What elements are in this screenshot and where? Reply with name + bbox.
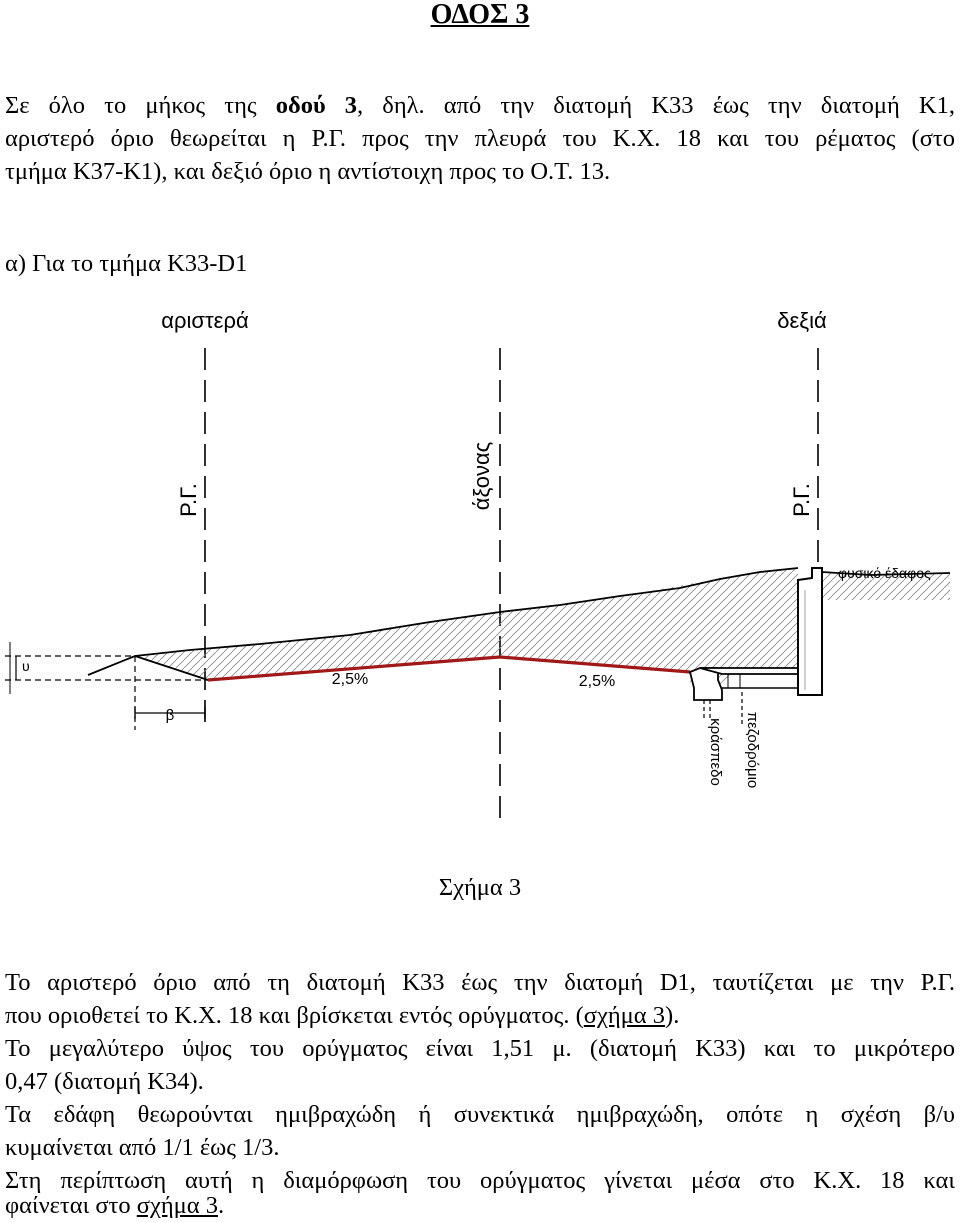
body-line-4: 0,47 (διατομή Κ34). — [5, 1068, 204, 1095]
label-pezodromio: πεζοδρόμιο — [744, 711, 761, 789]
body-line-7: Στη περίπτωση αυτή η διαμόρφωση του ορύγματος γίνεται μέσα στο Κ.Χ. 18 και — [5, 1167, 955, 1194]
label-b: β — [165, 707, 175, 724]
body-line-6: κυμαίνεται από 1/1 έως 1/3. — [5, 1134, 280, 1161]
page-title: ΟΔΟΣ 3 — [430, 0, 530, 30]
body-line-3: Το μεγαλύτερο ύψος του ορύγματος είναι 1,51 μ. (διατομή Κ33) και το μικρότερο — [5, 1035, 955, 1062]
body-line-1: Το αριστερό όριο από τη διατομή Κ33 έως την διατομή D1, ταυτίζεται με την Ρ.Γ. — [5, 969, 955, 996]
label-axis: άξονας — [469, 441, 494, 511]
body-line-2: που οριοθετεί το Κ.Χ. 18 και βρίσκεται εντός ορύγματος. (σχήμα 3). — [5, 1002, 680, 1029]
intro-line-2: αριστερό όριο θεωρείται η Ρ.Γ. προς την πλευρά του Κ.Χ. 18 και του ρέματος (στο — [5, 125, 955, 152]
label-rg-right: Ρ.Γ. — [789, 483, 814, 517]
figure-caption: Σχήμα 3 — [438, 874, 522, 901]
label-left: αριστερά — [161, 308, 249, 333]
road-name: οδού 3 — [275, 92, 358, 119]
intro-line-1: Σε όλο το μήκος της οδού 3, δηλ. από την διατομή Κ33 έως την διατομή Κ1, — [5, 92, 956, 119]
cross-section-figure — [0, 300, 960, 860]
retaining-wall — [798, 568, 822, 695]
section-heading: α) Για το τμήμα Κ33-D1 — [5, 250, 248, 277]
label-ground: φυσικό έδαφος — [838, 565, 931, 581]
figure-link-2[interactable]: σχήμα 3 — [136, 1192, 219, 1219]
intro-line-3: τμήμα Κ37-Κ1), και δεξιό όριο η αντίστοιχη προς το Ο.Τ. 13. — [5, 158, 611, 185]
figure-link[interactable]: σχήμα 3 — [583, 1002, 666, 1029]
label-slope-left: 2,5% — [331, 671, 369, 688]
label-right: δεξιά — [777, 308, 827, 333]
label-rg-left: Ρ.Γ. — [176, 483, 201, 517]
body-line-8: φαίνεται στο σχήμα 3. — [5, 1192, 225, 1219]
label-slope-right: 2,5% — [578, 673, 616, 690]
body-line-5: Τα εδάφη θεωρούνται ημιβραχώδη ή συνεκτικά ημιβραχώδη, οπότε η σχέση β/υ — [5, 1101, 955, 1128]
label-kraspedo: κράσπεδο — [707, 718, 724, 786]
label-u: υ — [22, 658, 30, 674]
